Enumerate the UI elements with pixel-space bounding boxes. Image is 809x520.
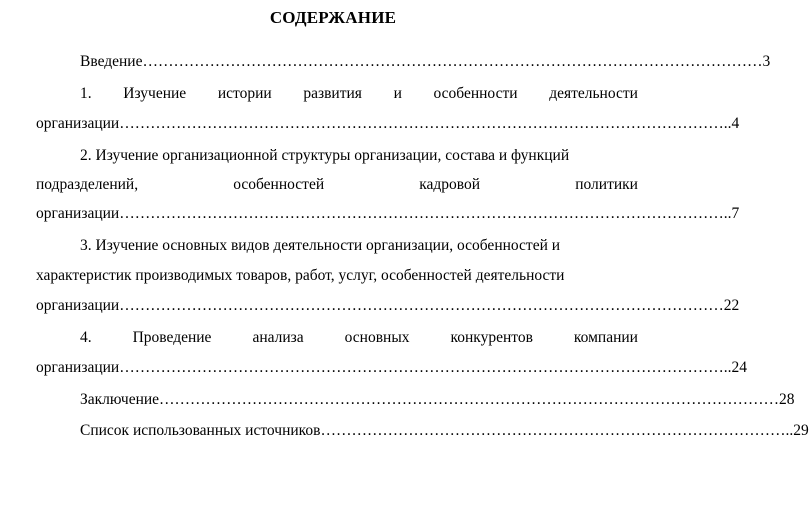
toc-entry-2-line-2 xyxy=(36,175,638,195)
toc-entry-text: Заключение xyxy=(80,391,160,408)
toc-entry-conclusion xyxy=(80,390,795,410)
toc-entry-3-line-1: 3. Изучение основных видов деятельности организации, особенностей и xyxy=(80,237,561,254)
toc-page-number: ..29 xyxy=(785,422,809,439)
toc-word: 1. xyxy=(80,85,92,102)
toc-word: политики xyxy=(575,176,638,193)
toc-word: деятельности xyxy=(549,85,638,102)
dot-leader: ……………………………………………………………………………… xyxy=(320,422,786,439)
toc-page-number: 22 xyxy=(723,297,740,314)
toc-entry-text: организации xyxy=(36,359,120,376)
toc-word: кадровой xyxy=(419,176,481,193)
toc-word: конкурентов xyxy=(450,329,533,346)
toc-page-number: ..24 xyxy=(723,359,747,376)
toc-entry-1-line-1 xyxy=(80,84,638,104)
toc-entry-4-line-1 xyxy=(80,328,638,348)
dot-leader: ……………………………………………………………………………………………………… xyxy=(119,115,724,132)
toc-word: анализа xyxy=(252,329,304,346)
toc-word: 4. xyxy=(80,329,92,346)
toc-word: развития xyxy=(303,85,362,102)
toc-word: истории xyxy=(217,85,272,102)
toc-entry-sources xyxy=(80,421,809,441)
toc-title: СОДЕРЖАНИЕ xyxy=(269,8,397,27)
toc-word: Проведение xyxy=(132,329,212,346)
dot-leader: ……………………………………………………………………………………………………… xyxy=(119,205,724,222)
toc-entry-2-line-3 xyxy=(36,204,740,224)
toc-word: основных xyxy=(344,329,410,346)
toc-word: особенности xyxy=(433,85,518,102)
toc-page-number: 3 xyxy=(762,53,771,70)
toc-entry-3-line-3 xyxy=(36,296,740,316)
toc-page-number: ..7 xyxy=(723,205,740,222)
dot-leader: ……………………………………………………………………………………………………… xyxy=(119,297,724,314)
toc-entry-4-line-2 xyxy=(36,358,747,378)
toc-entry-intro xyxy=(80,52,771,72)
toc-entry-2-line-1: 2. Изучение организационной структуры организации, состава и функций xyxy=(80,147,570,164)
toc-page-number: ..4 xyxy=(723,115,740,132)
toc-word: компании xyxy=(573,329,638,346)
dot-leader: ………………………………………………………………………………………………………… xyxy=(142,53,763,70)
toc-entry-text: Список использованных источников xyxy=(80,422,321,439)
toc-entry-3-line-2: характеристик производимых товаров, работ, услуг, особенностей деятельности xyxy=(36,267,565,284)
toc-word: особенностей xyxy=(233,176,325,193)
toc-word: подразделений, xyxy=(36,176,139,193)
toc-entry-text: Введение xyxy=(80,53,143,70)
toc-word: Изучение xyxy=(123,85,187,102)
toc-entry-text: организации xyxy=(36,115,120,132)
toc-entry-text: организации xyxy=(36,205,120,222)
toc-entry-text: организации xyxy=(36,297,120,314)
dot-leader: ……………………………………………………………………………………………………… xyxy=(119,359,724,376)
toc-entry-1-line-2 xyxy=(36,114,740,134)
toc-page-number: 28 xyxy=(779,391,795,408)
dot-leader: ………………………………………………………………………………………………………… xyxy=(159,391,780,408)
toc-word: и xyxy=(393,85,402,102)
